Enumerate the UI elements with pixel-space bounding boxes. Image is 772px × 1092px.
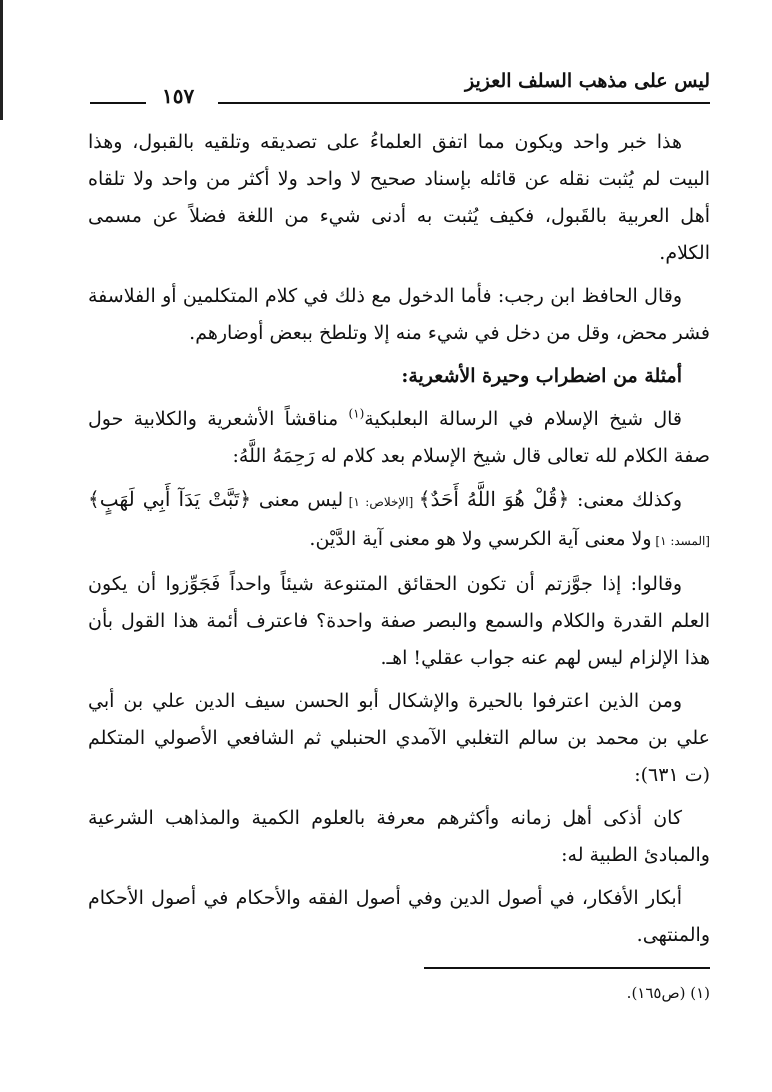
quran-verse-2: ﴿تَبَّتْ يَدَآ أَبِي لَهَبٍ﴾ (88, 487, 252, 511)
page-edge-mark (0, 0, 3, 120)
footnote-1: (١) (ص١٦٥). (626, 984, 710, 1002)
paragraph-4-part-b: ليس معنى (251, 489, 344, 511)
running-title: ليس على مذهب السلف العزيز (465, 70, 710, 92)
paragraph-4 (88, 481, 710, 560)
footnote-separator (424, 967, 710, 969)
paragraph-3-end: مناقشاً الأشعرية والكلابية حول صفة الكلام لله تعالى قال شيخ الإسلام بعد كلام له رَحِمَهُ اللَّهُ: (88, 408, 710, 467)
paragraph-5: وقالوا: إذا جوَّزتم أن تكون الحقائق المتنوعة شيئاً واحداً فَجَوِّزوا أن يكون العلم القدرة والكلام والسمع والبصر صفة واحدة؟ فاعترف أئمة هذا القول بأن هذا الإلزام ليس لهم عنه جواب عقلي! اهـ. (88, 573, 710, 669)
paragraph-3 (88, 401, 710, 475)
verse-reference-2: [المسد: ١] (651, 534, 710, 548)
header-rule-left (90, 102, 146, 104)
verse-reference-1: [الإخلاص: ١] (343, 495, 419, 509)
header-rule-right (218, 102, 710, 104)
paragraph-1: هذا خبر واحد ويكون مما اتفق العلماءُ على تصديقه وتلقيه بالقبول، وهذا البيت لم يُثبت نقله عن قائله بإسناد صحيح لا واحد ولا أكثر من واحد ولا تلقاه أهل العربية بالقَبول، فكيف يُثبت به أدنى شيء من اللغة فضلاً عن مسمى الكلام. (88, 131, 710, 264)
paragraph-7: كان أذكى أهل زمانه وأكثرهم معرفة بالعلوم الكمية والمذاهب الشرعية والمبادئ الطبية له: (88, 807, 710, 866)
paragraph-3-start: قال شيخ الإسلام في الرسالة البعلبكية (364, 408, 682, 430)
paragraph-2: وقال الحافظ ابن رجب: فأما الدخول مع ذلك في كلام المتكلمين أو الفلاسفة فشر محض، وقل من دخل في شيء منه إلا وتلطخ ببعض أوضارهم. (88, 285, 710, 344)
quran-verse-1: ﴿قُلْ هُوَ اللَّهُ أَحَدٌ﴾ (418, 487, 570, 511)
footnote-marker: (١) (348, 406, 365, 421)
page-header (90, 70, 710, 110)
section-heading: أمثلة من اضطراب وحيرة الأشعرية: (401, 365, 682, 387)
paragraph-6: ومن الذين اعترفوا بالحيرة والإشكال أبو الحسن سيف الدين علي بن أبي علي بن محمد بن سالم التغلبي الآمدي الحنبلي ثم الشافعي الأصولي المتكلم (ت ٦٣١): (88, 690, 710, 786)
page-number: ١٥٧ (162, 84, 195, 108)
paragraph-8: أبكار الأفكار، في أصول الدين وفي أصول الفقه والأحكام في أصول الأحكام والمنتهى. (88, 887, 710, 946)
paragraph-4-part-a: وكذلك معنى: (569, 489, 682, 511)
paragraph-4-part-c: ولا معنى آية الكرسي ولا هو معنى آية الدَّيْن. (309, 528, 652, 550)
page-body (88, 124, 710, 954)
